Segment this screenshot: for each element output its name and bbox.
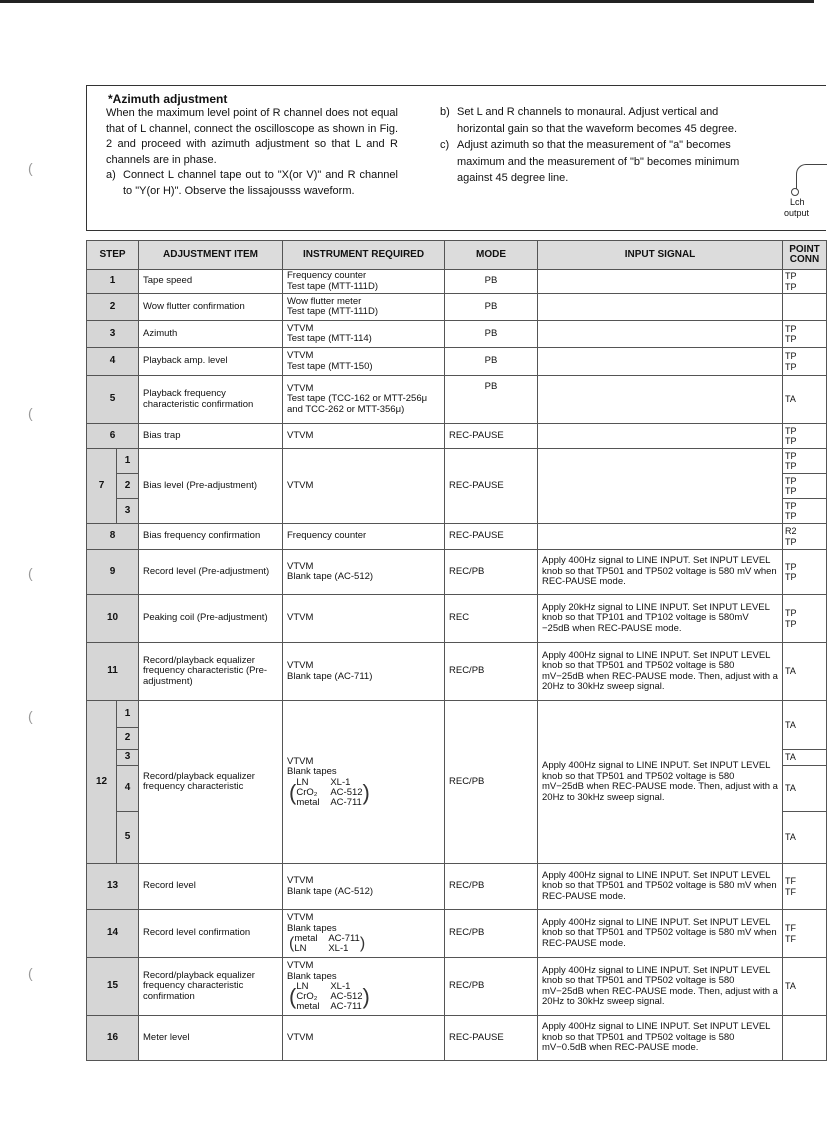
input-signal: Apply 400Hz signal to LINE INPUT. Set INPUT LEVEL knob so that TP501 and TP502 voltage is 580 mV when REC-PAUSE mode.: [538, 864, 783, 910]
azimuth-step-c: [440, 137, 740, 187]
sub-step-number: 1: [117, 449, 139, 474]
point-connection: [783, 701, 827, 750]
mode: REC/PB: [445, 701, 538, 864]
figure-label-lch: Lch: [790, 197, 805, 207]
mode: REC/PB: [445, 864, 538, 910]
table-row: [87, 294, 827, 321]
instrument-line: Wow flutter meter: [287, 295, 362, 307]
header-input: INPUT SIGNAL: [538, 241, 783, 270]
azimuth-step-b-label: b): [440, 106, 450, 118]
instrument-line: VTVM: [287, 912, 314, 923]
input-signal: Apply 400Hz signal to LINE INPUT. Set INPUT LEVEL knob so that TP501 and TP502 voltage is 580 mV when REC-PAUSE mode.: [538, 910, 783, 958]
point-line: TA: [785, 832, 796, 843]
instrument-line: Blank tapes: [287, 922, 337, 934]
binder-mark: (: [28, 708, 33, 724]
instrument-line: Frequency counter: [287, 270, 367, 281]
azimuth-title: *Azimuth adjustment: [108, 92, 228, 106]
figure-wire: [796, 164, 827, 189]
input-signal: Apply 400Hz signal to LINE INPUT. Set INPUT LEVEL knob so that TP501 and TP502 voltage is 580 mV when REC-PAUSE mode.: [538, 550, 783, 595]
step-number: 1: [87, 270, 139, 294]
input-signal: [538, 321, 783, 348]
tape-model: XL-1: [330, 776, 351, 788]
input-signal: Apply 400Hz signal to LINE INPUT. Set INPUT LEVEL knob so that TP501 and TP502 voltage is 580 mV−0.5dB when REC-PAUSE mode.: [538, 1016, 783, 1061]
instrument-line: Blank tapes: [287, 970, 337, 982]
tape-type: metal: [294, 933, 318, 944]
point-line: TA: [785, 719, 796, 730]
table-row: [87, 424, 827, 449]
step-number: 14: [87, 910, 139, 958]
figure-terminal: [791, 188, 799, 196]
point-line: TA: [785, 783, 796, 794]
input-signal: [538, 449, 783, 524]
point-connection: [783, 270, 827, 294]
table-row: [87, 958, 827, 1016]
instrument: VTVM: [283, 1016, 445, 1061]
step-number: 15: [87, 958, 139, 1016]
instrument: [283, 321, 445, 348]
mode: REC: [445, 595, 538, 643]
header-item: ADJUSTMENT ITEM: [139, 241, 283, 270]
instrument-line: Blank tape (AC-512): [287, 571, 374, 582]
point-connection: [783, 376, 827, 424]
adjustment-item: Playback amp. level: [139, 348, 283, 376]
point-line: TP: [785, 450, 797, 461]
azimuth-intro: When the maximum level point of R channel does not equal that of L channel, connect the oscilloscope as shown in Fig. 2 and proceed with azimuth adjustment so that L and R channels are in phase.: [106, 107, 398, 166]
point-connection: [783, 524, 827, 550]
point-connection: [783, 550, 827, 595]
tape-model: AC-711: [330, 796, 362, 808]
mode: PB: [445, 321, 538, 348]
table-row: [87, 864, 827, 910]
table-row: [87, 595, 827, 643]
binder-mark: (: [28, 405, 33, 421]
point-line: TP: [785, 500, 797, 511]
point-connection: [783, 348, 827, 376]
instrument-line: Blank tape (AC-711): [287, 670, 373, 682]
azimuth-step-b: [440, 104, 740, 137]
binder-mark: (: [28, 965, 33, 981]
table-row: [87, 643, 827, 701]
tape-list: ( metal AC-711 LN XL-1 ): [289, 933, 366, 954]
adjustment-item: Meter level: [139, 1016, 283, 1061]
instrument: [283, 643, 445, 701]
mode: REC-PAUSE: [445, 524, 538, 550]
sub-step-number: 5: [117, 812, 139, 864]
adjustment-item: Azimuth: [139, 321, 283, 348]
tape-type: CrO₂: [296, 786, 318, 798]
adjustment-item: Tape speed: [139, 270, 283, 294]
table-row: [87, 348, 827, 376]
instrument-line: VTVM: [287, 755, 314, 767]
point-line: TP: [785, 536, 797, 547]
point-connection: [783, 766, 827, 812]
tape-model: AC-711: [330, 1001, 362, 1012]
mode: REC-PAUSE: [445, 449, 538, 524]
instrument: [283, 348, 445, 376]
azimuth-step-b-text: Set L and R channels to monaural. Adjust vertical and horizontal gain so that the waveform becomes 45 degree.: [457, 106, 738, 135]
tape-model: AC-512: [330, 991, 363, 1002]
adjustment-item: Record/playback equalizer frequency characteristic: [139, 701, 283, 864]
point-connection: [783, 294, 827, 321]
step-number: 16: [87, 1016, 139, 1061]
sub-step-number: 3: [117, 499, 139, 524]
header-mode: MODE: [445, 241, 538, 270]
point-connection: [783, 449, 827, 474]
point-line: TA: [785, 981, 796, 992]
tape-type: CrO₂: [296, 991, 318, 1002]
instrument-line: Test tape (MTT-111D): [287, 306, 378, 317]
adjustment-item: Record level: [139, 864, 283, 910]
instrument-line: VTVM: [287, 350, 314, 361]
mode: PB: [445, 376, 538, 424]
instrument-line: VTVM: [287, 660, 314, 671]
table-row: [87, 449, 827, 474]
point-line: TA: [785, 394, 796, 405]
instrument-line: VTVM: [287, 875, 314, 886]
point-line: R2: [785, 526, 797, 536]
mode: REC/PB: [445, 910, 538, 958]
point-line: TP: [785, 608, 797, 618]
header-step: STEP: [87, 241, 139, 270]
point-connection: [783, 424, 827, 449]
step-number: 12: [87, 701, 117, 864]
instrument: [283, 910, 445, 958]
instrument-line: Test tape (TCC-162 or MTT-256μ and TCC-262 or MTT-356μ): [287, 393, 428, 415]
step-number: 2: [87, 294, 139, 321]
connection-figure: [782, 160, 822, 220]
header-point: POINT CONN: [783, 241, 827, 270]
instrument: [283, 294, 445, 321]
point-line: TP: [785, 511, 797, 521]
tape-list: ( LN XL-1 CrO₂ AC-512 metal AC-711 ): [289, 776, 370, 808]
mode: REC/PB: [445, 958, 538, 1016]
point-line: TP: [785, 461, 797, 471]
instrument-line: VTVM: [287, 560, 314, 572]
point-connection: [783, 499, 827, 524]
tape-type: LN: [296, 776, 309, 788]
step-number: 11: [87, 643, 139, 701]
mode: PB: [445, 294, 538, 321]
instrument: [283, 958, 445, 1016]
point-connection: [783, 595, 827, 643]
instrument-line: Test tape (MTT-114): [287, 333, 372, 344]
point-connection: [783, 750, 827, 766]
point-line: TP: [785, 618, 797, 629]
adjustment-table: [86, 240, 827, 1061]
sub-step-number: 3: [117, 750, 139, 766]
top-rule: [0, 0, 814, 3]
adjustment-item: Peaking coil (Pre-adjustment): [139, 595, 283, 643]
point-line: TP: [785, 486, 797, 496]
input-signal: [538, 424, 783, 449]
point-line: TP: [785, 475, 797, 486]
point-line: TP: [785, 561, 797, 572]
tape-type: metal: [296, 1001, 320, 1012]
point-line: TP: [785, 281, 797, 292]
table-row: [87, 1016, 827, 1061]
adjustment-item: Playback frequency characteristic confirmation: [139, 376, 283, 424]
point-connection: [783, 864, 827, 910]
adjustment-item: Wow flutter confirmation: [139, 294, 283, 321]
instrument: [283, 376, 445, 424]
input-signal: [538, 294, 783, 321]
adjustment-item: Bias trap: [139, 424, 283, 449]
adjustment-item: Record/playback equalizer frequency characteristic confirmation: [139, 958, 283, 1016]
step-number: 7: [87, 449, 117, 524]
input-signal: [538, 376, 783, 424]
azimuth-step-a-label: a): [106, 169, 116, 181]
step-number: 6: [87, 424, 139, 449]
table-row: [87, 270, 827, 294]
instrument-line: Blank tape (AC-512): [287, 885, 374, 897]
binder-mark: (: [28, 160, 33, 176]
point-line: TP: [785, 334, 797, 344]
adjustment-item: Bias frequency confirmation: [139, 524, 283, 550]
sub-step-number: 2: [117, 728, 139, 750]
instrument: VTVM: [283, 595, 445, 643]
instrument-line: VTVM: [287, 960, 314, 971]
step-number: 13: [87, 864, 139, 910]
sub-step-number: 4: [117, 766, 139, 812]
point-line: TF: [785, 933, 796, 944]
header-instrument: INSTRUMENT REQUIRED: [283, 241, 445, 270]
instrument: [283, 864, 445, 910]
azimuth-step-a-text: Connect L channel tape out to "X(or V)" and R channel to "Y(or H)". Observe the lissajousss waveform.: [123, 169, 398, 197]
tape-model: AC-711: [328, 933, 360, 944]
table-row: [87, 524, 827, 550]
azimuth-right-column: [440, 104, 740, 187]
table-row: [87, 321, 827, 348]
input-signal: [538, 348, 783, 376]
instrument: [283, 270, 445, 294]
azimuth-left-column: [106, 106, 398, 199]
instrument: VTVM: [283, 449, 445, 524]
step-number: 9: [87, 550, 139, 595]
tape-model: XL-1: [330, 981, 351, 992]
sub-step-number: 1: [117, 701, 139, 728]
mode: REC-PAUSE: [445, 424, 538, 449]
instrument-line: VTVM: [287, 322, 314, 334]
mode: REC-PAUSE: [445, 1016, 538, 1061]
azimuth-step-c-text: Adjust azimuth so that the measurement of "a" becomes maximum and the measurement of "b" becomes minimum against 45 degree line.: [457, 139, 740, 184]
adjustment-item: Bias level (Pre-adjustment): [139, 449, 283, 524]
point-connection: [783, 643, 827, 701]
step-number: 3: [87, 321, 139, 348]
table-header-row: [87, 241, 827, 270]
adjustment-item: Record level (Pre-adjustment): [139, 550, 283, 595]
table-row: [87, 910, 827, 958]
point-line: TP: [785, 572, 797, 582]
step-number: 4: [87, 348, 139, 376]
instrument-line: Test tape (MTT-150): [287, 360, 373, 372]
point-connection: [783, 958, 827, 1016]
point-line: TA: [785, 666, 796, 677]
tape-model: XL-1: [328, 943, 349, 954]
point-line: TP: [785, 425, 797, 436]
point-connection: [783, 1016, 827, 1061]
instrument-line: Blank tapes: [287, 766, 337, 777]
point-connection: [783, 812, 827, 864]
mode: REC/PB: [445, 550, 538, 595]
adjustment-item: Record level confirmation: [139, 910, 283, 958]
figure-label-output: output: [784, 208, 810, 218]
tape-type: metal: [296, 796, 320, 808]
instrument-line: VTVM: [287, 382, 314, 394]
input-signal: [538, 270, 783, 294]
sub-step-number: 2: [117, 474, 139, 499]
mode: PB: [445, 348, 538, 376]
azimuth-step-c-label: c): [440, 139, 450, 151]
input-signal: [538, 524, 783, 550]
instrument: [283, 701, 445, 864]
point-line: TP: [785, 361, 797, 372]
point-connection: [783, 474, 827, 499]
instrument: VTVM: [283, 424, 445, 449]
point-line: TP: [785, 436, 797, 446]
point-connection: [783, 321, 827, 348]
instrument: [283, 550, 445, 595]
input-signal: Apply 400Hz signal to LINE INPUT. Set INPUT LEVEL knob so that TP501 and TP502 voltage is 580 mV−25dB when REC-PAUSE mode. Then, adjust with a 20Hz to 30kHz sweep signal.: [538, 701, 783, 864]
adjustment-item: Record/playback equalizer frequency characteristic (Pre-adjustment): [139, 643, 283, 701]
instrument-line: Test tape (MTT-111D): [287, 280, 378, 292]
step-number: 5: [87, 376, 139, 424]
point-line: TP: [785, 323, 797, 334]
point-connection: [783, 910, 827, 958]
azimuth-step-a: [106, 168, 398, 199]
step-number: 10: [87, 595, 139, 643]
point-line: TF: [785, 886, 796, 897]
input-signal: Apply 400Hz signal to LINE INPUT. Set INPUT LEVEL knob so that TP501 and TP502 voltage is 580 mV−25dB when REC-PAUSE mode. Then, adjust with a 20Hz to 30kHz sweep signal.: [538, 643, 783, 701]
instrument: Frequency counter: [283, 524, 445, 550]
point-line: TF: [785, 923, 796, 933]
table-row: [87, 550, 827, 595]
binder-mark: (: [28, 565, 33, 581]
input-signal: Apply 20kHz signal to LINE INPUT. Set INPUT LEVEL knob so that TP101 and TP102 voltage is 580mV −25dB when REC-PAUSE mode.: [538, 595, 783, 643]
point-line: TF: [785, 876, 796, 886]
point-line: TP: [785, 351, 797, 361]
point-line: TP: [785, 271, 797, 281]
mode: PB: [445, 270, 538, 294]
tape-type: LN: [296, 981, 309, 992]
tape-list: ( LN XL-1 CrO₂ AC-512 metal AC-711 ): [289, 981, 370, 1012]
point-line: TA: [785, 752, 796, 763]
tape-model: AC-512: [330, 786, 363, 798]
table-row: [87, 701, 827, 728]
tape-type: LN: [294, 943, 307, 954]
table-row: [87, 376, 827, 424]
input-signal: Apply 400Hz signal to LINE INPUT. Set INPUT LEVEL knob so that TP501 and TP502 voltage is 580 mV−25dB when REC-PAUSE mode. Then, adjust with a 20Hz to 30kHz sweep signal.: [538, 958, 783, 1016]
step-number: 8: [87, 524, 139, 550]
mode: REC/PB: [445, 643, 538, 701]
